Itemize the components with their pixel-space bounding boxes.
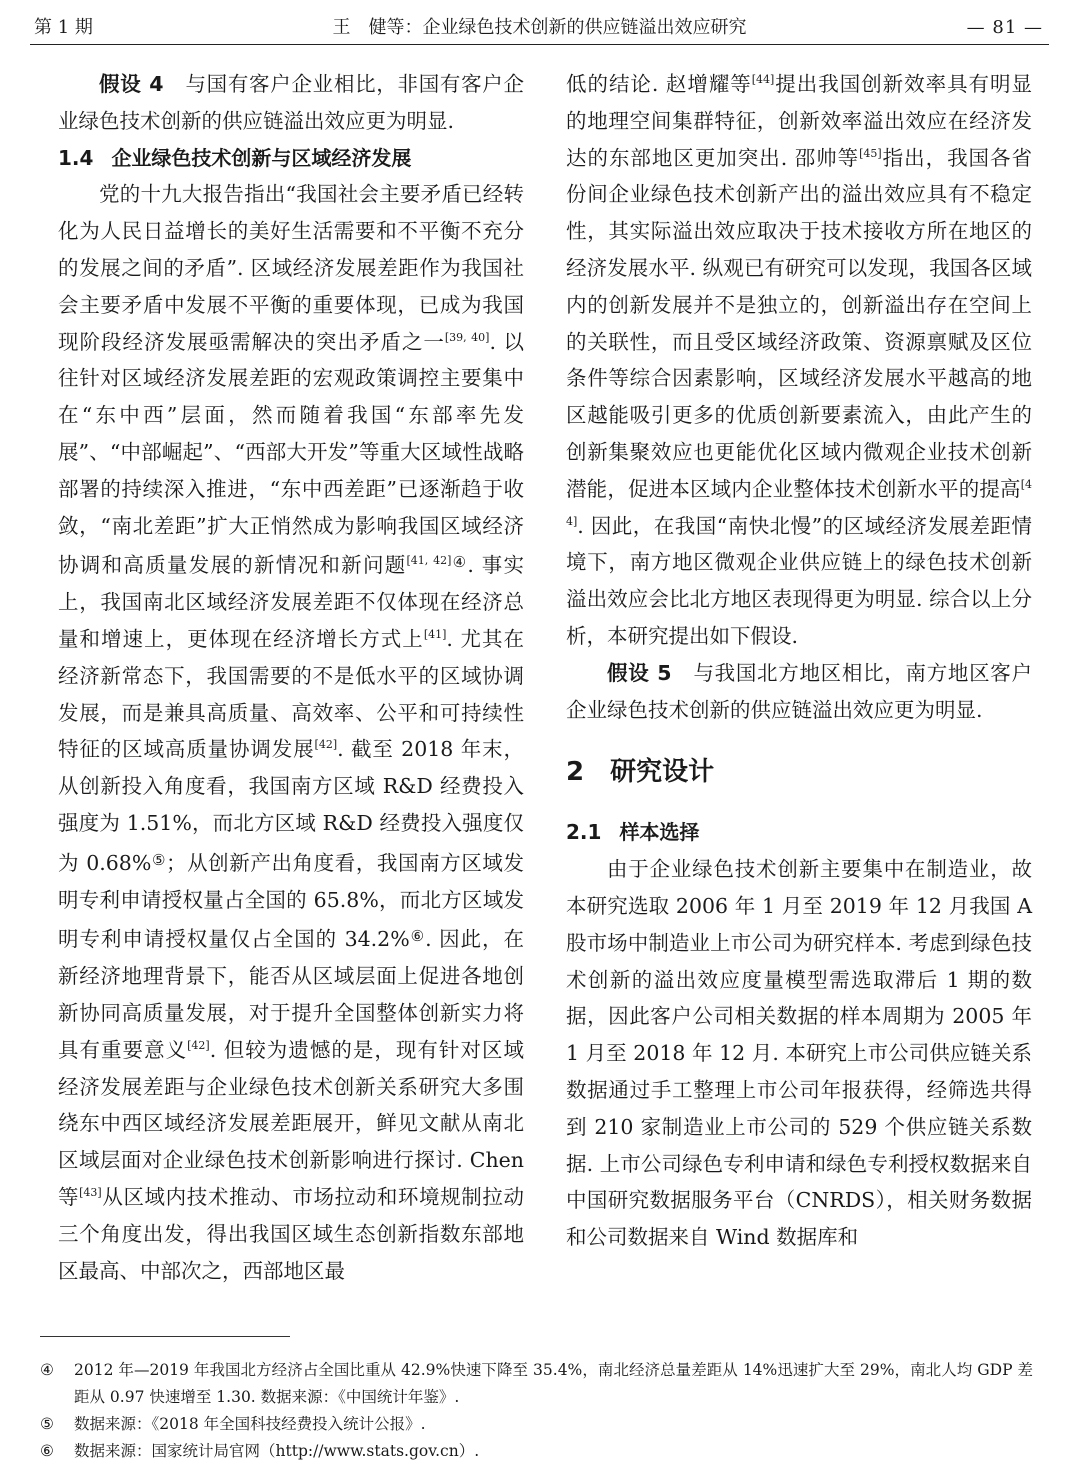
running-title: 王 健等：企业绿色技术创新的供应链溢出效应研究 xyxy=(332,17,747,38)
right-column xyxy=(566,66,1032,1256)
body-text: ；从创新产出角度看，我国南方区域发明专利申请授权量占全国的 65.8%，而北方区域发明专利申请授权量仅占全国的 34.2% xyxy=(58,850,525,952)
issue-number: 第 1 期 xyxy=(34,17,93,38)
footnote xyxy=(40,1357,1033,1411)
section-number: 2 xyxy=(566,757,585,788)
footnote-text: 数据来源：国家统计局官网（http://www.stats.gov.cn）. xyxy=(74,1442,480,1460)
citation: [41] xyxy=(423,628,447,642)
running-header xyxy=(30,14,1049,45)
body-text: . 因此，在我国“南快北慢”的区域经济发展差距情境下，南方地区微观企业供应链上的绿色技术创新溢出效应会比北方地区表现得更为明显. 综合以上分析，本研究提出如下假设. xyxy=(566,513,1032,648)
paragraph-regional-development xyxy=(58,176,524,1289)
footnotes xyxy=(40,1357,1033,1465)
footnote xyxy=(40,1438,1033,1465)
body-text: 低的结论. 赵增耀等 xyxy=(566,72,752,96)
hypothesis-4 xyxy=(58,66,524,140)
section-1-4-heading xyxy=(58,140,524,177)
footnote-text: 2012 年—2019 年我国北方经济占全国比重从 42.9%快速下降至 35.4%，南北经济总量差距从 14%迅速扩大至 29%，南北人均 GDP 差距从 0.97 快速增至 1.30. 数据来源：《中国统计年鉴》. xyxy=(74,1361,1033,1406)
footnote-marker: ⑥ xyxy=(409,927,426,946)
body-text: 指出，我国各省份间企业绿色技术创新产出的溢出效应具有不稳定性，其实际溢出效应取决于技术接收方所在地区的经济发展水平. 纵观已有研究可以发现，我国各区域内的创新发展并不是独立的，创新溢出存在空间上的关联性，而且受区域经济政策、资源禀赋及区位条件等综合因素影响，区域经济发展水平越高的地区越能吸引更多的优质创新要素流入，由此产生的创新集聚效应也更能优化区域内微观企业技术创新潜能，促进本区域内企业整体技术创新水平的提高 xyxy=(566,145,1032,501)
section-title: 企业绿色技术创新与区域经济发展 xyxy=(111,145,412,170)
footnote-mark: ④ xyxy=(40,1361,54,1379)
hypothesis-5 xyxy=(566,655,1032,729)
body-text: 提出我国创新效率具有明显的地理空间集群特征，创新效率溢出效应在经济发达的东部地区更加突出. 邵帅等 xyxy=(566,72,1032,170)
footnote xyxy=(40,1411,1033,1438)
hypothesis-4-label: 假设 4 xyxy=(99,72,164,96)
hypothesis-4-text: 与国有客户企业相比，非国有客户企业绿色技术创新的供应链溢出效应更为明显. xyxy=(58,72,525,133)
body-text: . 因此，在新经济地理背景下，能否从区域层面上促进各地创新协同高质量发展，对于提升全国整体创新实力将具有重要意义 xyxy=(58,927,524,1062)
body-text: 从区域内技术推动、市场拉动和环境规制拉动三个角度出发，得出我国区域生态创新指数东部地区最高、中部次之，西部地区最 xyxy=(58,1184,525,1283)
citation: [42] xyxy=(314,738,338,752)
body-text: . 但较为遗憾的是，现有针对区域经济发展差距与企业绿色技术创新关系研究大多围绕东中西区域经济发展差距展开，鲜见文献从南北区域层面对企业绿色技术创新影响进行探讨. Chen 等 xyxy=(58,1037,524,1209)
footnote-text: 数据来源：《2018 年全国科技经费投入统计公报》. xyxy=(74,1415,426,1433)
citation: [45] xyxy=(859,146,882,160)
hypothesis-5-label: 假设 5 xyxy=(607,660,672,685)
footnote-mark: ⑥ xyxy=(40,1442,54,1460)
footnote-mark: ⑤ xyxy=(40,1415,54,1433)
body-text: . 尤其在经济新常态下，我国需要的不是低水平的区域协调发展，而是兼具高质量、高效率、公平和可持续性特征的区域高质量协调发展 xyxy=(58,626,524,762)
section-title: 研究设计 xyxy=(610,757,715,788)
citation: [42] xyxy=(187,1038,210,1052)
section-title: 样本选择 xyxy=(619,820,700,845)
left-column xyxy=(58,66,524,1289)
page-number: — 81 — xyxy=(966,17,1043,38)
footnote-marker: ④ xyxy=(451,553,468,572)
footnote-marker: ⑤ xyxy=(151,850,166,869)
paragraph-sample-selection: 由于企业绿色技术创新主要集中在制造业，故本研究选取 2006 年 1 月至 2019 年 12 月我国 A 股市场中制造业上市公司为研究样本. 考虑到绿色技术创新的溢出效应度量模型需选取滞后 1 期的数据，因此客户公司相关数据的样本周期为 2005 年 1 月至 2018 年 12 月. 本研究上市公司供应链关系数据通过手工整理上市公司年报获得，经筛选共得到 210 家制造业上市公司的 529 个供应链关系数据. 上市公司绿色专利申请和绿色专利授权数据来自中国研究数据服务平台（CNRDS），相关财务数据和公司数据来自 Wind 数据库和 xyxy=(566,857,1032,1250)
body-text: . 截至 2018 年末，从创新投入角度看，我国南方区域 R&D 经费投入强度为 1.51%，而北方区域 R&D 经费投入强度仅为 0.68% xyxy=(58,737,524,875)
paragraph-continued xyxy=(566,66,1032,655)
section-2-heading xyxy=(566,752,1032,792)
body-text: . 事实上，我国南北区域经济发展差距不仅体现在经济总量和增速上，更体现在经济增长方式上 xyxy=(58,553,524,651)
hypothesis-5-text: 与我国北方地区相比，南方地区客户企业绿色技术创新的供应链溢出效应更为明显. xyxy=(566,660,1033,722)
body-text: 党的十九大报告指出“我国社会主要矛盾已经转化为人民日益增长的美好生活需要和不平衡不充分的发展之间的矛盾”. 区域经济发展差距作为我国社会主要矛盾中发展不平衡的重要体现，已成为我国现阶段经济发展亟需解决的突出矛盾之一 xyxy=(58,182,524,354)
citation: [43] xyxy=(79,1186,102,1200)
citation: [44] xyxy=(751,73,775,87)
section-number: 1.4 xyxy=(58,145,94,170)
citation: [44] xyxy=(566,477,1032,528)
body-text: . 以往针对区域经济发展差距的宏观政策调控主要集中在“东中西”层面，然而随着我国“东部率先发展”、“中部崛起”、“西部大开发”等重大区域性战略部署的持续深入推进，“东中西差距”已逐渐趋于收敛，“南北差距”扩大正悄然成为影响我国区域经济协调和高质量发展的新情况和新问题 xyxy=(58,329,524,578)
section-number: 2.1 xyxy=(566,820,602,845)
citation: [41, 42] xyxy=(406,554,452,568)
footnote-divider xyxy=(40,1336,290,1337)
citation: [39, 40] xyxy=(444,330,490,344)
section-2-1-heading xyxy=(566,814,1032,851)
